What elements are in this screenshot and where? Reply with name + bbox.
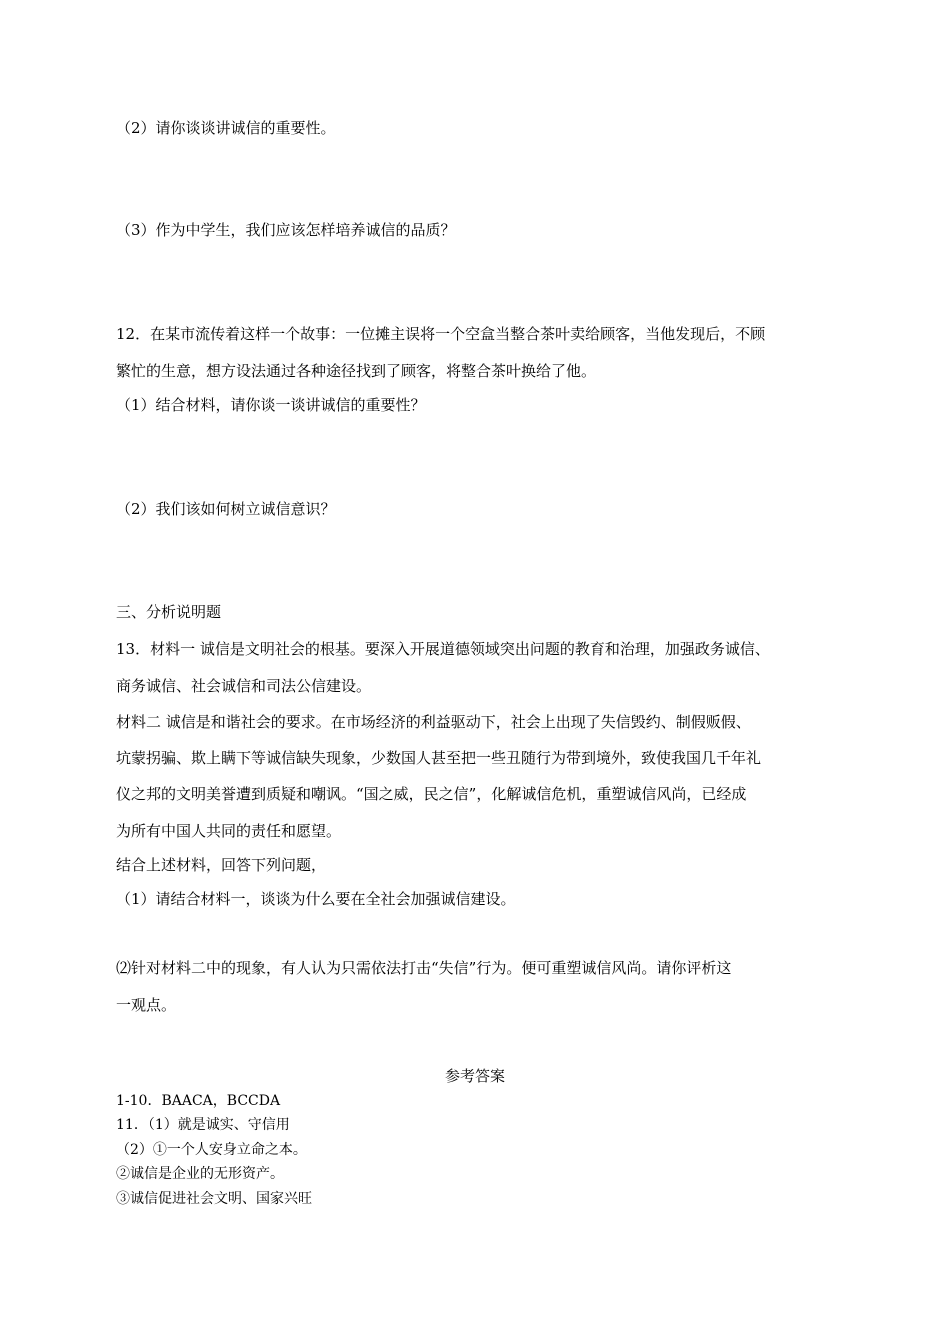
answer-line-2: 11．（1）就是诚实、守信用 (116, 1117, 290, 1133)
answer-line-3: （2）①一个人安身立命之本。 (116, 1142, 307, 1158)
q12-stem-line-1: 12．在某市流传着这样一个故事：一位摊主误将一个空盒当整合茶叶卖给顾客，当他发现后，不顾 (116, 325, 766, 343)
answer-line-5: ③诚信促进社会文明、国家兴旺 (116, 1191, 312, 1207)
q13-prompt: 结合上述材料，回答下列问题， (116, 856, 327, 874)
q12-stem-line-2: 繁忙的生意，想方设法通过各种途径找到了顾客，将整合茶叶换给了他。 (116, 362, 597, 380)
answer-line-4: ②诚信是企业的无形资产。 (116, 1166, 284, 1182)
q13-sub2-question-line-1: ⑵针对材料二中的现象，有人认为只需依法打击“失信”行为。便可重塑诚信风尚。请你评析这 (116, 959, 732, 977)
q13-material2-line-2: 坑蒙拐骗、欺上瞒下等诚信缺失现象，少数国人甚至把一些丑随行为带到境外，致使我国几千年礼 (116, 749, 762, 767)
q13-material2-line-4: 为所有中国人共同的责任和愿望。 (116, 822, 342, 840)
answer-line-1: 1-10．BAACA，BCCDA (116, 1093, 281, 1109)
q13-material1-line-1: 13．材料一 诚信是文明社会的根基。要深入开展道德领域突出问题的教育和治理，加强政务诚信、 (116, 640, 770, 658)
q12-sub1-question: （1）结合材料，请你谈一谈讲诚信的重要性？ (116, 396, 426, 414)
section-3-title: 三、分析说明题 (116, 603, 222, 621)
q13-material2-line-3: 仪之邦的文明美誉遭到质疑和嘲讽。“国之威，民之信”，化解诚信危机，重塑诚信风尚，已经成 (116, 785, 747, 803)
q13-material1-line-2: 商务诚信、社会诚信和司法公信建设。 (116, 677, 372, 695)
q13-sub1-question: （1）请结合材料一，谈谈为什么要在全社会加强诚信建设。 (116, 890, 516, 908)
q12-sub2-question: （2）我们该如何树立诚信意识？ (116, 500, 336, 518)
answers-title: 参考答案 (444, 1067, 505, 1085)
q11-sub2-question: （2）请你谈谈讲诚信的重要性。 (116, 119, 336, 137)
q13-material2-line-1: 材料二 诚信是和谐社会的要求。在市场经济的利益驱动下，社会上出现了失信毁约、制假贩假、 (116, 713, 751, 731)
q11-sub3-question: （3）作为中学生，我们应该怎样培养诚信的品质？ (116, 221, 456, 239)
q13-sub2-question-line-2: 一观点。 (116, 996, 177, 1014)
